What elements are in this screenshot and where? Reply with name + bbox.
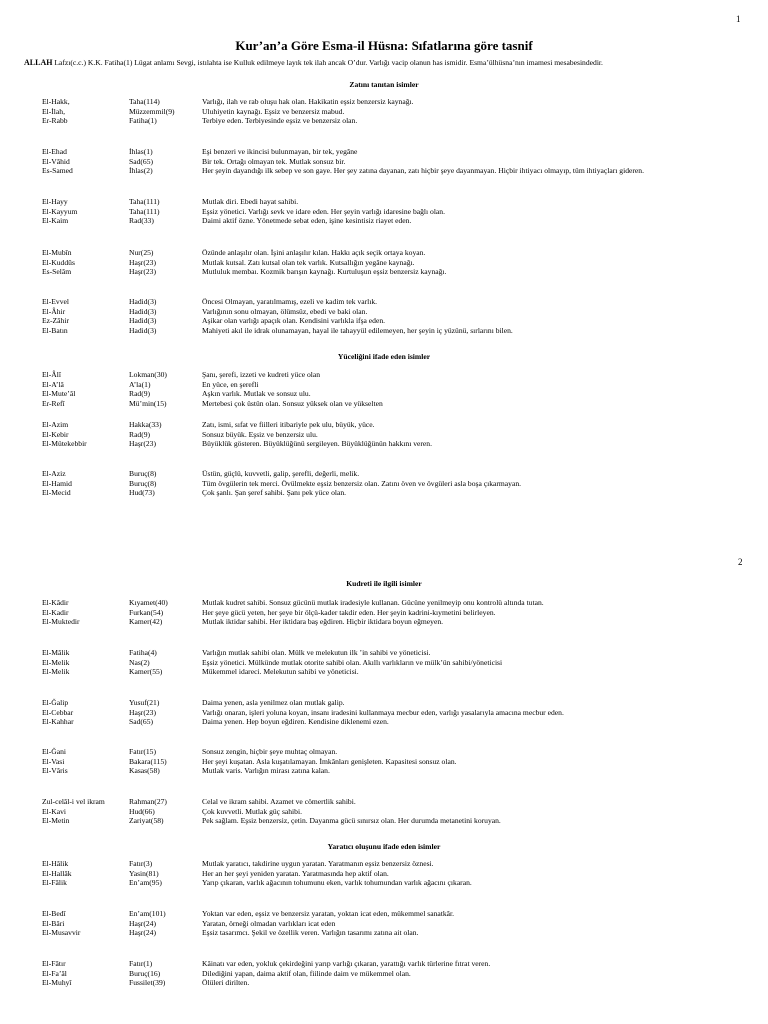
entry-reference: Haşr(24) — [129, 918, 156, 928]
entry-reference: Haşr(23) — [129, 257, 156, 267]
name-group — [42, 648, 762, 677]
entry-description: Aşkın varlık. Mutlak ve sonsuz ulu. — [202, 389, 311, 399]
name-entry — [42, 757, 762, 767]
name-entry — [42, 959, 762, 969]
name-entry — [42, 667, 762, 677]
name-entry — [42, 469, 762, 479]
name-entry — [42, 389, 762, 399]
entry-name: El-İlah, — [42, 106, 65, 116]
entry-description: En yüce, en şerefli — [202, 379, 259, 389]
name-group — [42, 147, 762, 176]
entry-description: Aşikar olan varlığı apaçık olan. Kendisini varlıkla ifşa eden. — [202, 316, 386, 326]
section-heading: Kudreti ile ilgili isimler — [346, 579, 422, 588]
entry-description: Ölüleri dirilten. — [202, 978, 250, 988]
entry-name: Er-Rabb — [42, 116, 68, 126]
entry-reference: Hadid(3) — [129, 306, 157, 316]
entry-reference: Zariyat(58) — [129, 816, 164, 826]
name-group — [42, 598, 762, 627]
intro-text: Lafzı(c.c.) K.K. Fatiha(1) Lügat anlamı Sevgi, istılahta ise Kulluk edilmeye layık tek ilah ancak O’dur. Varlığı vacip olanun has ismidir. Esma’ülhüsna’nın imamesi mesabesindedir. — [54, 58, 603, 67]
name-entry — [42, 107, 762, 117]
entry-name: El-Aziz — [42, 469, 66, 478]
entry-description: Bir tek. Ortağı olmayan tek. Mutlak sonsuz bir. — [202, 156, 346, 166]
entry-reference: Yasin(81) — [129, 868, 159, 878]
entry-reference: Haşr(24) — [129, 928, 156, 938]
name-entry — [42, 399, 762, 409]
name-group — [42, 420, 762, 449]
entry-reference: Hud(73) — [129, 488, 155, 498]
entry-reference: Taha(111) — [129, 206, 160, 216]
name-entry — [42, 297, 762, 307]
intro-bold-word: ALLAH — [24, 58, 53, 67]
name-group — [42, 197, 762, 226]
name-entry — [42, 370, 762, 380]
entry-name: El-Muhyî — [42, 978, 72, 988]
name-entry — [42, 488, 762, 498]
entry-name: El-A’lâ — [42, 379, 64, 389]
entry-reference: Kamer(55) — [129, 667, 163, 677]
entry-reference: Hakka(33) — [129, 420, 162, 429]
name-entry — [42, 267, 762, 277]
entry-name: El-Fâtır — [42, 959, 66, 968]
name-group — [42, 959, 762, 988]
entry-reference: En’am(101) — [129, 909, 166, 918]
entry-name: El-Kebir — [42, 429, 69, 439]
name-entry — [42, 919, 762, 929]
name-entry — [42, 648, 762, 658]
page-number-1: 1 — [736, 14, 741, 24]
entry-reference: Hadid(3) — [129, 316, 157, 326]
name-entry — [42, 380, 762, 390]
entry-reference: Fatiha(4) — [129, 648, 157, 657]
entry-reference: Haşr(23) — [129, 267, 156, 277]
name-entry — [42, 608, 762, 618]
entry-reference: Fatiha(1) — [129, 116, 157, 126]
name-entry — [42, 658, 762, 668]
entry-description: Her şeyi kuşatan. Asla kuşatılamayan. İmkânları genişleten. Kapasitesi sonsuz olan. — [202, 756, 457, 766]
entry-name: El-Âhir — [42, 306, 66, 316]
name-entry — [42, 439, 762, 449]
page-number-2: 2 — [738, 557, 743, 567]
entry-description: Her şeyin dayandığı ilk sebep ve son gaye. Her şey zatına dayanan, zatı hiçbir şeye dayanmayan. Hiçbir ihtiyacı olmayıp, tüm ihtiyaçları gideren. — [202, 166, 644, 176]
entry-description: Öncesi Olmayan, yaratılmamış, ezeli ve kadim tek varlık. — [202, 297, 378, 306]
entry-name: El-Azim — [42, 420, 69, 429]
name-entry — [42, 816, 762, 826]
entry-description: Mutlak iktidar sahibi. Her iktidara baş eğdiren. Hiçbir iktidara boyun eğmeyen. — [202, 617, 444, 627]
entry-description: Uluhiyetin kaynağı. Eşsiz ve benzersiz mabud. — [202, 106, 345, 116]
name-entry — [42, 207, 762, 217]
entry-name: El-Melik — [42, 657, 70, 667]
name-entry — [42, 928, 762, 938]
name-entry — [42, 316, 762, 326]
entry-reference: Rad(9) — [129, 389, 151, 399]
entry-description: Eşi benzeri ve ikincisi bulunmayan, bir tek, yegâne — [202, 147, 358, 156]
name-group — [42, 698, 762, 727]
entry-reference: İhlas(2) — [129, 166, 153, 176]
name-entry — [42, 797, 762, 807]
entry-description: Şanı, şerefi, izzeti ve kudreti yüce olan — [202, 370, 321, 379]
entry-description: Zatı, ismi, sıfat ve fiilleri itibariyle pek ulu, büyük, yüce. — [202, 420, 375, 429]
entry-description: Mutluluk membaı. Kozmik barışın kaynağı. Kurtuluşun eşsiz benzersiz kaynağı. — [202, 267, 447, 277]
entry-description: Yaratan, örneği olmadan varlıkları icat eden — [202, 918, 336, 928]
entry-description: Celal ve ikram sahibi. Azamet ve cömertlik sahibi. — [202, 797, 356, 806]
entry-description: Varlığının sonu olmayan, ölümsüz, ebedi ve baki olan. — [202, 306, 368, 316]
entry-name: Er-Refî — [42, 399, 65, 409]
entry-description: Üstün, güçlü, kuvvetli, galip, şerefli, değerli, melik. — [202, 469, 360, 478]
name-entry — [42, 157, 762, 167]
entry-name: El-Ğalip — [42, 698, 69, 707]
entry-name: El-Kayyum — [42, 206, 78, 216]
entry-description: Eşsiz yönetici. Varlığı sevk ve idare eden. Her şeyin varlığı idaresine bağlı olan. — [202, 206, 445, 216]
name-group — [42, 469, 762, 498]
entry-name: El-Mubîn — [42, 248, 72, 257]
entry-name: El-Âlî — [42, 370, 61, 379]
name-entry — [42, 978, 762, 988]
entry-reference: Buruç(8) — [129, 478, 157, 488]
entry-reference: Rahman(27) — [129, 797, 167, 806]
entry-reference: Fatır(3) — [129, 859, 153, 868]
entry-description: Daima yenen. Hep boyun eğdiren. Kendisine diklenemi ezen. — [202, 717, 389, 727]
entry-name: El-Ğani — [42, 747, 67, 756]
section-heading: Yaratıcı oluşunu ifade eden isimler — [327, 842, 441, 851]
entry-reference: Rad(9) — [129, 429, 151, 439]
entry-description: Yarıp çıkaran, varlık ağacının tohumunu eken, varlık tohumundan varlık ağacını çıkaran. — [202, 878, 472, 888]
entry-reference: En’am(95) — [129, 878, 162, 888]
name-entry — [42, 598, 762, 608]
entry-name: El-Vasi — [42, 756, 65, 766]
name-entry — [42, 969, 762, 979]
entry-name: El-Fa’âl — [42, 968, 67, 978]
intro-paragraph — [24, 58, 754, 67]
entry-name: El-Hamid — [42, 478, 72, 488]
entry-reference: Mü’min(15) — [129, 399, 167, 409]
entry-name: El-Vâris — [42, 766, 68, 776]
name-entry — [42, 420, 762, 430]
entry-description: Terbiye eden. Terbiyesinde eşsiz ve benzersiz olan. — [202, 116, 358, 126]
entry-name: El-Hâlik — [42, 859, 69, 868]
entry-reference: Bakara(115) — [129, 756, 167, 766]
entry-name: El-Kahhar — [42, 717, 74, 727]
entry-name: El-Musavvir — [42, 928, 81, 938]
name-entry — [42, 326, 762, 336]
entry-reference: Hadid(3) — [129, 297, 157, 306]
entry-description: Mutlak diri. Ebedi hayat sahibi. — [202, 197, 299, 206]
entry-name: El-Vâhid — [42, 156, 70, 166]
entry-name: El-Hayy — [42, 197, 68, 206]
name-entry — [42, 766, 762, 776]
entry-name: Ez-Zâhir — [42, 316, 69, 326]
document-title: Kur’an’a Göre Esma-il Hüsna: Sıfatlarına göre tasnif — [235, 38, 533, 53]
entry-description: Mükemmel idareci. Melekutun sahibi ve yöneticisi. — [202, 667, 359, 677]
entry-reference: Nur(25) — [129, 248, 154, 257]
entry-description: Sonsuz büyük. Eşsiz ve benzersiz ulu. — [202, 429, 318, 439]
entry-name: El-Bedî — [42, 909, 66, 918]
name-group — [42, 97, 762, 126]
entry-reference: Furkan(54) — [129, 607, 164, 617]
entry-name: Es-Samed — [42, 166, 73, 176]
entry-name: El-Mâlik — [42, 648, 70, 657]
entry-description: Her an her şeyi yeniden yaratan. Yaratmasında hep aktif olan. — [202, 868, 389, 878]
entry-name: El-Evvel — [42, 297, 69, 306]
entry-reference: Taha(111) — [129, 197, 160, 206]
entry-reference: Kasas(58) — [129, 766, 160, 776]
name-group — [42, 859, 762, 888]
name-group — [42, 797, 762, 826]
entry-reference: Lokman(30) — [129, 370, 167, 379]
entry-reference: Haşr(23) — [129, 707, 156, 717]
entry-description: Mutlak yaratıcı, takdirine uygun yaratan. Yaratmanın eşsiz benzersiz öznesi. — [202, 859, 434, 868]
name-entry — [42, 197, 762, 207]
entry-reference: Taha(114) — [129, 97, 160, 106]
entry-description: Mutlak kudret sahibi. Sonsuz gücünü mutlak iradesiyle kullanan. Gücüne yenilmeyip onu kontrolü altında tutan. — [202, 598, 544, 607]
entry-description: Dilediğini yapan, daima aktif olan, fiilinde daim ve mükemmel olan. — [202, 968, 411, 978]
name-group — [42, 297, 762, 336]
name-entry — [42, 717, 762, 727]
entry-description: Çok kuvvetli. Mutlak güç sahibi. — [202, 806, 302, 816]
entry-reference: Sad(65) — [129, 717, 154, 727]
entry-name: El-Fâlik — [42, 878, 67, 888]
entry-description: Büyüklük gösteren. Büyüklüğünü sergileyen. Büyüklüğünün hakkını veren. — [202, 439, 432, 449]
name-group — [42, 747, 762, 776]
entry-description: Her şeye gücü yeten, her şeye bir ölçü-kader takdir eden. Her şeyin kadrini-kıymetini belirleyen. — [202, 607, 496, 617]
entry-description: Sonsuz zengin, hiçbir şeye muhtaç olmayan. — [202, 747, 338, 756]
entry-reference: Haşr(23) — [129, 439, 156, 449]
entry-description: Tüm övgülerin tek merci. Övülmekte eşsiz benzersiz olan. Zatını öven ve övgüleri asla boşa çıkarmayan. — [202, 478, 522, 488]
entry-reference: Nas(2) — [129, 657, 150, 667]
entry-reference: İhlas(1) — [129, 147, 153, 156]
name-entry — [42, 807, 762, 817]
entry-description: Özünde anlaşılır olan. İşini anlaşılır kılan. Hakkı açık seçik ortaya koyan. — [202, 248, 426, 257]
entry-name: El-Kadir — [42, 607, 69, 617]
entry-name: Zul-celâl-i vel ikram — [42, 797, 105, 806]
name-entry — [42, 147, 762, 157]
entry-name: El-Bâri — [42, 918, 65, 928]
name-entry — [42, 698, 762, 708]
entry-name: El-Mecid — [42, 488, 71, 498]
entry-description: Kâinatı var eden, yokluk çekirdeğini yarıp varlığı çıkaran, yarattığı varlık türlerine fıtrat veren. — [202, 959, 491, 968]
entry-name: El-Batın — [42, 326, 68, 336]
entry-reference: Buruç(8) — [129, 469, 157, 478]
entry-name: El-Kaim — [42, 216, 69, 226]
name-entry — [42, 708, 762, 718]
entry-name: El-Hallâk — [42, 868, 72, 878]
entry-name: El-Metin — [42, 816, 70, 826]
entry-description: Mutlak varis. Varlığın mirası zatına kalan. — [202, 766, 330, 776]
entry-description: Yoktan var eden, eşsiz ve benzersiz yaratan, yoktan icat eden, mükemmel sanatkâr. — [202, 909, 455, 918]
entry-description: Daima yenen, asla yenilmez olan mutlak galip. — [202, 698, 345, 707]
name-entry — [42, 97, 762, 107]
name-entry — [42, 216, 762, 226]
entry-name: El-Cebbar — [42, 707, 74, 717]
entry-name: El-Mute’âl — [42, 389, 76, 399]
entry-description: Mahiyeti akıl ile idrak olunamayan, hayal ile tahayyül edilemeyen, her şeyin iç yüzünü, sırlarını bilen. — [202, 326, 513, 336]
entry-description: Eşsiz yönetici. Mülkünde mutlak otorite sahibi olan. Akıllı varlıkların ve mülk’ün sahibi/yöneticisi — [202, 657, 503, 667]
entry-reference: Kamer(42) — [129, 617, 163, 627]
entry-reference: Hud(66) — [129, 806, 155, 816]
entry-name: El-Kâdir — [42, 598, 69, 607]
entry-description: Daimi aktif özne. Yönetmede sebat eden, işine kesintisiz riayet eden. — [202, 216, 412, 226]
name-entry — [42, 479, 762, 489]
entry-reference: Sad(65) — [129, 156, 154, 166]
entry-description: Varlığın mutlak sahibi olan. Mülk ve melekutun ilk ’in sahibi ve yöneticisi. — [202, 648, 431, 657]
entry-reference: Fussilet(39) — [129, 978, 166, 988]
entry-reference: Fatır(15) — [129, 747, 156, 756]
entry-description: Çok şanlı. Şan şeref sahibi. Şanı pek yüce olan. — [202, 488, 347, 498]
entry-name: El-Kuddûs — [42, 257, 75, 267]
name-entry — [42, 878, 762, 888]
entry-name: El-Ehad — [42, 147, 67, 156]
name-entry — [42, 747, 762, 757]
entry-reference: Yusuf(21) — [129, 698, 160, 707]
entry-reference: Rad(33) — [129, 216, 154, 226]
entry-description: Mertebesi çok üstün olan. Sonsuz yüksek olan ve yükselten — [202, 399, 383, 409]
name-entry — [42, 248, 762, 258]
name-entry — [42, 430, 762, 440]
name-entry — [42, 869, 762, 879]
entry-name: El-Mütekebbir — [42, 439, 87, 449]
entry-reference: Fatır(1) — [129, 959, 153, 968]
entry-name: El-Kavi — [42, 806, 67, 816]
entry-reference: Kıyamet(40) — [129, 598, 168, 607]
name-entry — [42, 307, 762, 317]
entry-name: Es-Selâm — [42, 267, 72, 277]
name-group — [42, 248, 762, 277]
section-heading: Yüceliğini ifade eden isimler — [337, 352, 431, 361]
name-entry — [42, 258, 762, 268]
entry-name: El-Melik — [42, 667, 70, 677]
section-heading: Zatını tanıtan isimler — [349, 80, 419, 89]
entry-reference: Buruç(16) — [129, 968, 161, 978]
entry-reference: A’la(1) — [129, 379, 151, 389]
name-entry — [42, 166, 762, 176]
entry-name: El-Muktedir — [42, 617, 80, 627]
name-entry — [42, 859, 762, 869]
entry-description: Mutlak kutsal. Zatı kutsal olan tek varlık. Kutsallığın yegâne kaynağı. — [202, 257, 415, 267]
entry-description: Eşsiz tasarımcı. Şekil ve özellik veren. Varlığın tasarımı zatına ait olan. — [202, 928, 419, 938]
name-group — [42, 909, 762, 938]
name-entry — [42, 909, 762, 919]
name-group — [42, 370, 762, 409]
entry-reference: Müzzemmil(9) — [129, 106, 175, 116]
entry-description: Varlığı onaran, işleri yoluna koyan, insanı iradesini kullanmaya mecbur eden, varlığı yasalarıyla amacına mecbur eden. — [202, 707, 564, 717]
name-entry — [42, 116, 762, 126]
entry-reference: Hadid(3) — [129, 326, 157, 336]
name-entry — [42, 617, 762, 627]
entry-description: Pek sağlam. Eşsiz benzersiz, çetin. Dayanma gücü sınırsız olan. Her durumda metanetini koruyan. — [202, 816, 501, 826]
entry-description: Varlığı, ilah ve rab oluşu hak olan. Hakikatin eşsiz benzersiz kaynağı. — [202, 97, 414, 106]
entry-name: El-Hakk, — [42, 97, 70, 106]
